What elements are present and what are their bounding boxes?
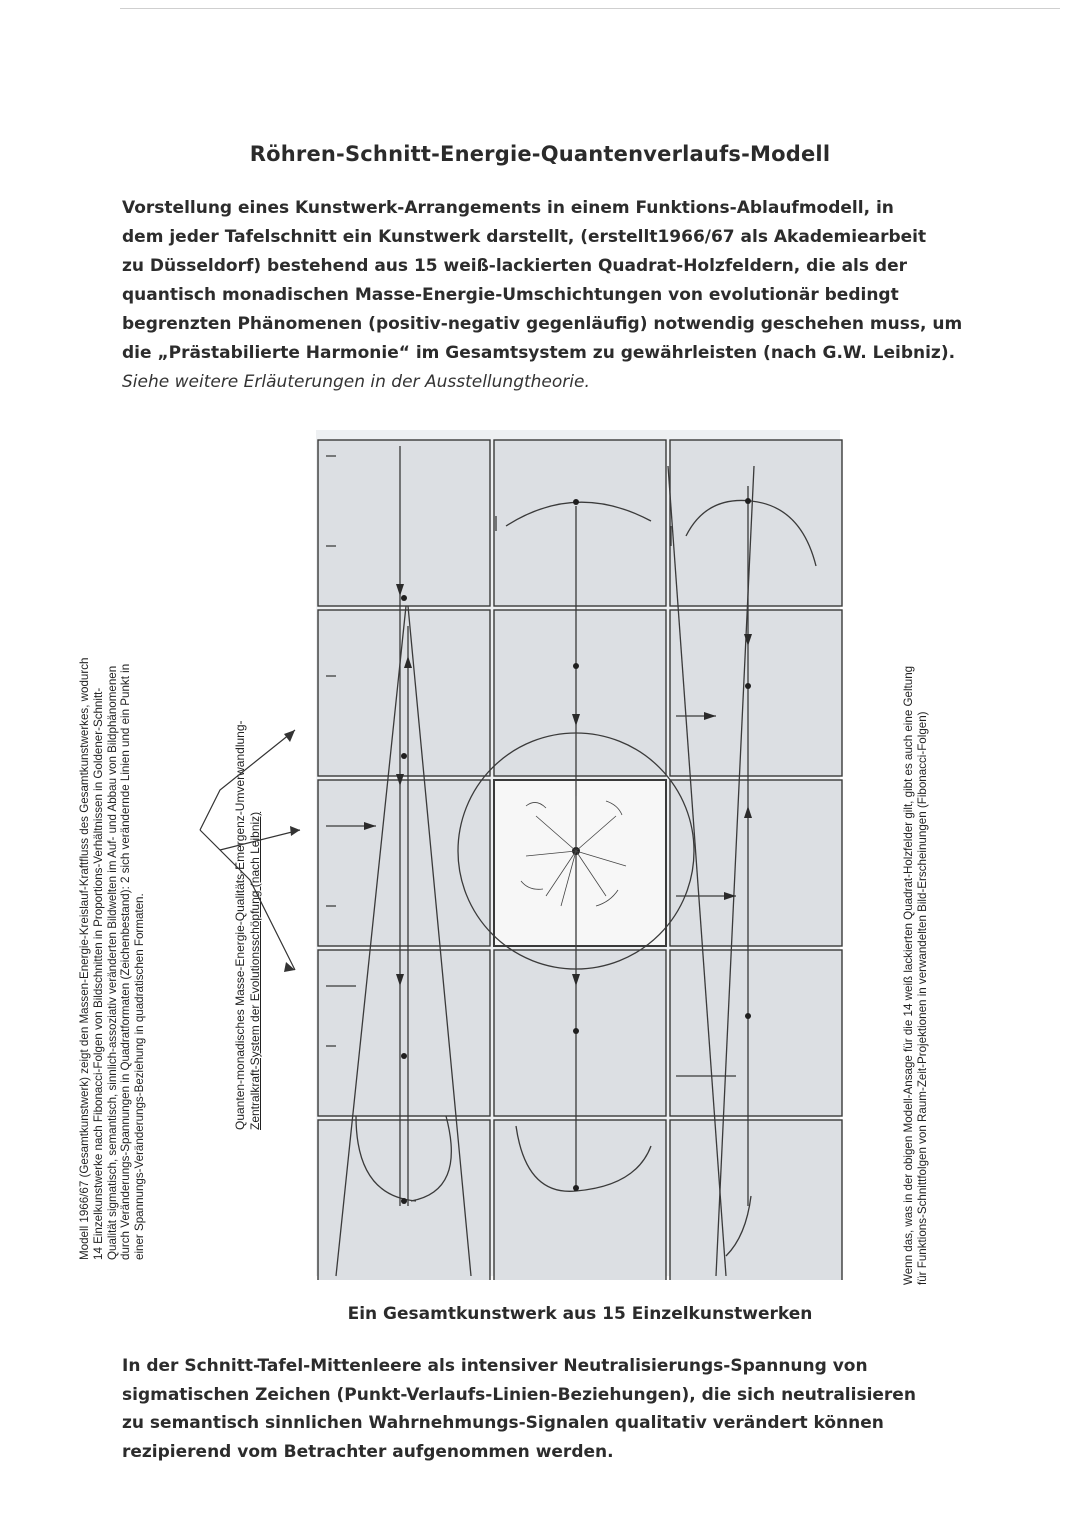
figure-caption: Ein Gesamtkunstwerk aus 15 Einzelkunstwerken <box>347 1304 813 1324</box>
grid-panel <box>670 440 842 606</box>
annotation-line: durch Veränderungs-Spannungen in Quadratformaten (Zeichenbestand): 2 sich verändernde Linien und ein Punkt in <box>119 663 133 1260</box>
model-drawing <box>296 426 844 1280</box>
node-dot <box>401 1053 407 1059</box>
node-dot <box>745 1013 751 1019</box>
closing-line: In der Schnitt-Tafel-Mittenleere als intensiver Neutralisierungs-Spannung von <box>122 1356 868 1376</box>
right-vertical-annotation <box>902 666 930 1285</box>
intro-line: zu Düsseldorf) bestehend aus 15 weiß-lackierten Quadrat-Holzfeldern, die als der <box>122 256 908 276</box>
pointer-arrow-line <box>200 730 295 830</box>
grid-panel <box>670 950 842 1116</box>
node-dot <box>401 753 407 759</box>
node-dot <box>745 498 751 504</box>
annotation-line: Wenn das, was in der obigen Modell-Ansage für die 14 weiß lackierten Quadrat-Holzfelder gilt, gibt es auch eine Geltung <box>902 665 915 1285</box>
grid-panel <box>318 440 490 606</box>
node-dot <box>573 1185 579 1191</box>
grid-panel <box>318 950 490 1116</box>
annotation-line: einer Spannungs-Veränderungs-Beziehung in quadratischen Formaten. <box>133 893 147 1260</box>
document-title: Röhren-Schnitt-Energie-Quantenverlaufs-Modell <box>249 142 831 166</box>
annotation-line: für Funktions-Schnittfolgen von Raum-Zeit-Projektionen in verwandelten Bild-Erscheinungen (Fibonacci-Folgen) <box>915 711 929 1285</box>
intro-line: Vorstellung eines Kunstwerk-Arrangements in einem Funktions-Ablaufmodell, in <box>122 198 894 218</box>
left-vertical-annotation <box>78 658 147 1261</box>
annotation-line: Quanten-monadisches Masse-Energie-Qualitäts-Emergenz-Umverwandlung- <box>233 720 247 1130</box>
grid-panel <box>318 780 490 946</box>
page-top-rule <box>120 8 1060 9</box>
annotation-line: Qualität sigmatisch, semantisch, sinnlich-assoziativ veränderten Bildwelten im Auf- und Abbau von Bildphänomenen <box>105 665 119 1260</box>
node-dot <box>745 683 751 689</box>
node-dot <box>573 663 579 669</box>
closing-line: rezipierend vom Betrachter aufgenommen werden. <box>122 1441 614 1462</box>
panel-grid <box>318 440 842 1280</box>
closing-line: zu semantisch sinnlichen Wahrnehmungs-Signalen qualitativ verändert können <box>122 1413 884 1433</box>
intro-line: quantisch monadischen Masse-Energie-Umschichtungen von evolutionär bedingt <box>122 285 899 305</box>
closing-line: sigmatischen Zeichen (Punkt-Verlaufs-Linien-Beziehungen), die sich neutralisieren <box>122 1384 916 1405</box>
grid-panel <box>494 610 666 776</box>
pointer-arrow-line <box>220 830 300 850</box>
node-dot <box>573 1028 579 1034</box>
intro-reference-line: Siehe weitere Erläuterungen in der Ausstellungtheorie. <box>122 372 590 392</box>
intro-line: dem jeder Tafelschnitt ein Kunstwerk darstellt, (erstellt1966/67 als Akademiearbeit <box>122 227 927 247</box>
annotation-line: 14 Einzelkunstwerke nach Fibonacci-Folgen von Bildschnitten in Proportions-Verhältnissen in Goldener-Schnitt- <box>91 687 105 1260</box>
arrowhead-icon <box>284 730 295 742</box>
grid-panel <box>494 950 666 1116</box>
annotation-line-underlined: Zentralkraft-System der Evolutionsschöpfung (nach Leibniz) <box>248 811 262 1130</box>
node-dot <box>401 595 407 601</box>
intro-line: begrenzten Phänomenen (positiv-negativ gegenläufig) notwendig geschehen muss, um <box>122 314 963 334</box>
grid-panel <box>494 440 666 606</box>
node-dot <box>573 499 579 505</box>
annotation-line: Modell 1966/67 (Gesamtkunstwerk) zeigt den Massen-Energie-Kreislauf-Kraftfluss des Gesamtkunstwerkes, wodurch <box>78 657 91 1260</box>
intro-paragraph <box>122 194 1042 397</box>
closing-paragraph <box>122 1352 1042 1466</box>
intro-line: die „Prästabilierte Harmonie“ im Gesamtsystem zu gewährleisten (nach G.W. Leibniz). <box>122 343 956 363</box>
pointer-arrow-line <box>200 830 295 970</box>
node-dot <box>401 1198 407 1204</box>
center-panel <box>494 780 666 946</box>
grid-panel <box>670 610 842 776</box>
grid-panel <box>670 1120 842 1280</box>
grid-panel <box>318 610 490 776</box>
